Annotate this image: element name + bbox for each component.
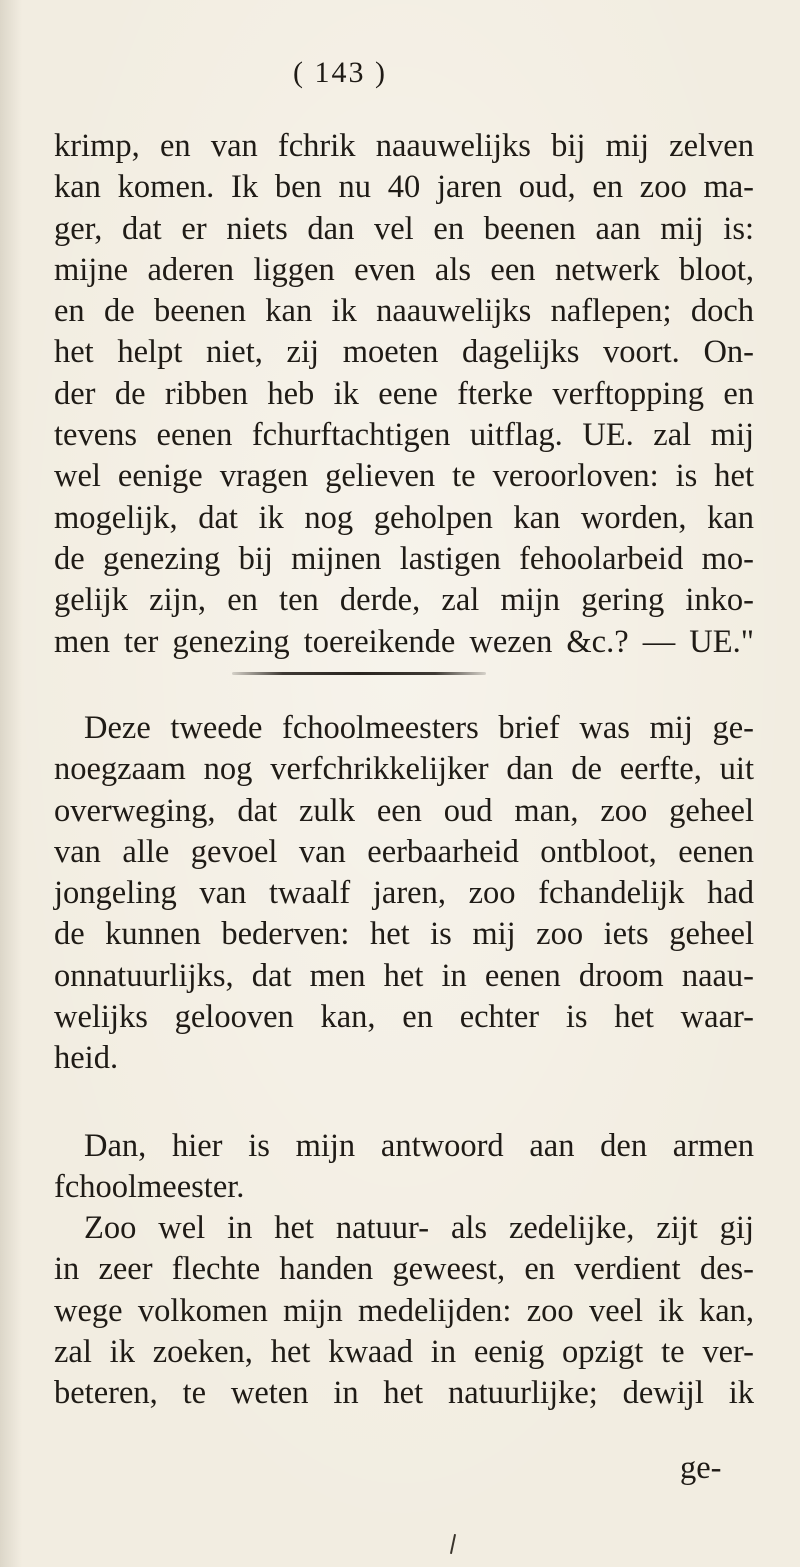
- paragraph-answer: [54, 1208, 754, 1414]
- text-line: men ter genezing toereikende wezen &c.? — UE.": [54, 623, 754, 660]
- text-line: krimp, en van fchrik naauwelijks bij mij zelven: [54, 128, 754, 164]
- catchword: ge-: [680, 1450, 722, 1486]
- text-line: wel eenige vragen gelieven te veroorloven: is het: [54, 458, 754, 495]
- text-line: wege volkomen mijn medelijden: zoo veel ik kan,: [54, 1292, 754, 1329]
- text-line: zal ik zoeken, het kwaad in eenig opzigt te ver-: [54, 1333, 754, 1370]
- paragraph-commentary: [54, 708, 754, 1080]
- paragraph-letter-end: [54, 126, 754, 663]
- text-line: der de ribben heb ik eene fterke verftopping en: [54, 375, 754, 412]
- text-line: overweging, dat zulk een oud man, zoo geheel: [54, 792, 754, 829]
- text-line: Dan, hier is mijn antwoord aan den armen: [84, 1128, 754, 1164]
- text-line: mijne aderen liggen even als een netwerk bloot,: [54, 251, 754, 288]
- text-line: jongeling van twaalf jaren, zoo fchandelijk had: [54, 875, 754, 912]
- text-line: gelijk zijn, en ten derde, zal mijn gering inko-: [54, 582, 754, 619]
- text-line: Deze tweede fchoolmeesters brief was mij ge-: [84, 710, 754, 746]
- text-line: van alle gevoel van eerbaarheid ontbloot, eenen: [54, 833, 754, 870]
- text-line: heid.: [54, 1040, 119, 1077]
- text-line: onnatuurlijks, dat men het in eenen droom naau-: [54, 957, 754, 994]
- section-divider-rule: [232, 672, 486, 675]
- text-line: het helpt niet, zij moeten dagelijks voort. On-: [54, 334, 754, 371]
- text-line: de genezing bij mijnen lastigen fehoolarbeid mo-: [54, 540, 754, 577]
- paragraph-answer-intro: [54, 1126, 754, 1209]
- text-line: de kunnen bederven: het is mij zoo iets geheel: [54, 916, 754, 953]
- text-line: Zoo wel in het natuur- als zedelijke, zijt gij: [84, 1210, 754, 1246]
- text-line: ger, dat er niets dan vel en beenen aan mij is:: [54, 210, 754, 247]
- text-line: kan komen. Ik ben nu 40 jaren oud, en zoo ma-: [54, 169, 754, 206]
- text-line: in zeer flechte handen geweest, en verdient des-: [54, 1251, 754, 1288]
- text-line: en de beenen kan ik naauwelijks naflepen; doch: [54, 293, 754, 330]
- text-line: beteren, te weten in het natuurlijke; dewijl ik: [54, 1375, 754, 1412]
- text-line: welijks gelooven kan, en echter is het waar-: [54, 999, 754, 1036]
- page-gutter-shadow: [0, 0, 22, 1567]
- text-line: noegzaam nog verfchrikkelijker dan de eerfte, uit: [54, 751, 754, 788]
- text-line: fchoolmeester.: [54, 1169, 245, 1206]
- ink-mark: [450, 1534, 456, 1554]
- page-number: ( 143 ): [293, 56, 387, 89]
- text-line: tevens eenen fchurftachtigen uitflag. UE. zal mij: [54, 417, 754, 454]
- text-line: mogelijk, dat ik nog geholpen kan worden, kan: [54, 499, 754, 536]
